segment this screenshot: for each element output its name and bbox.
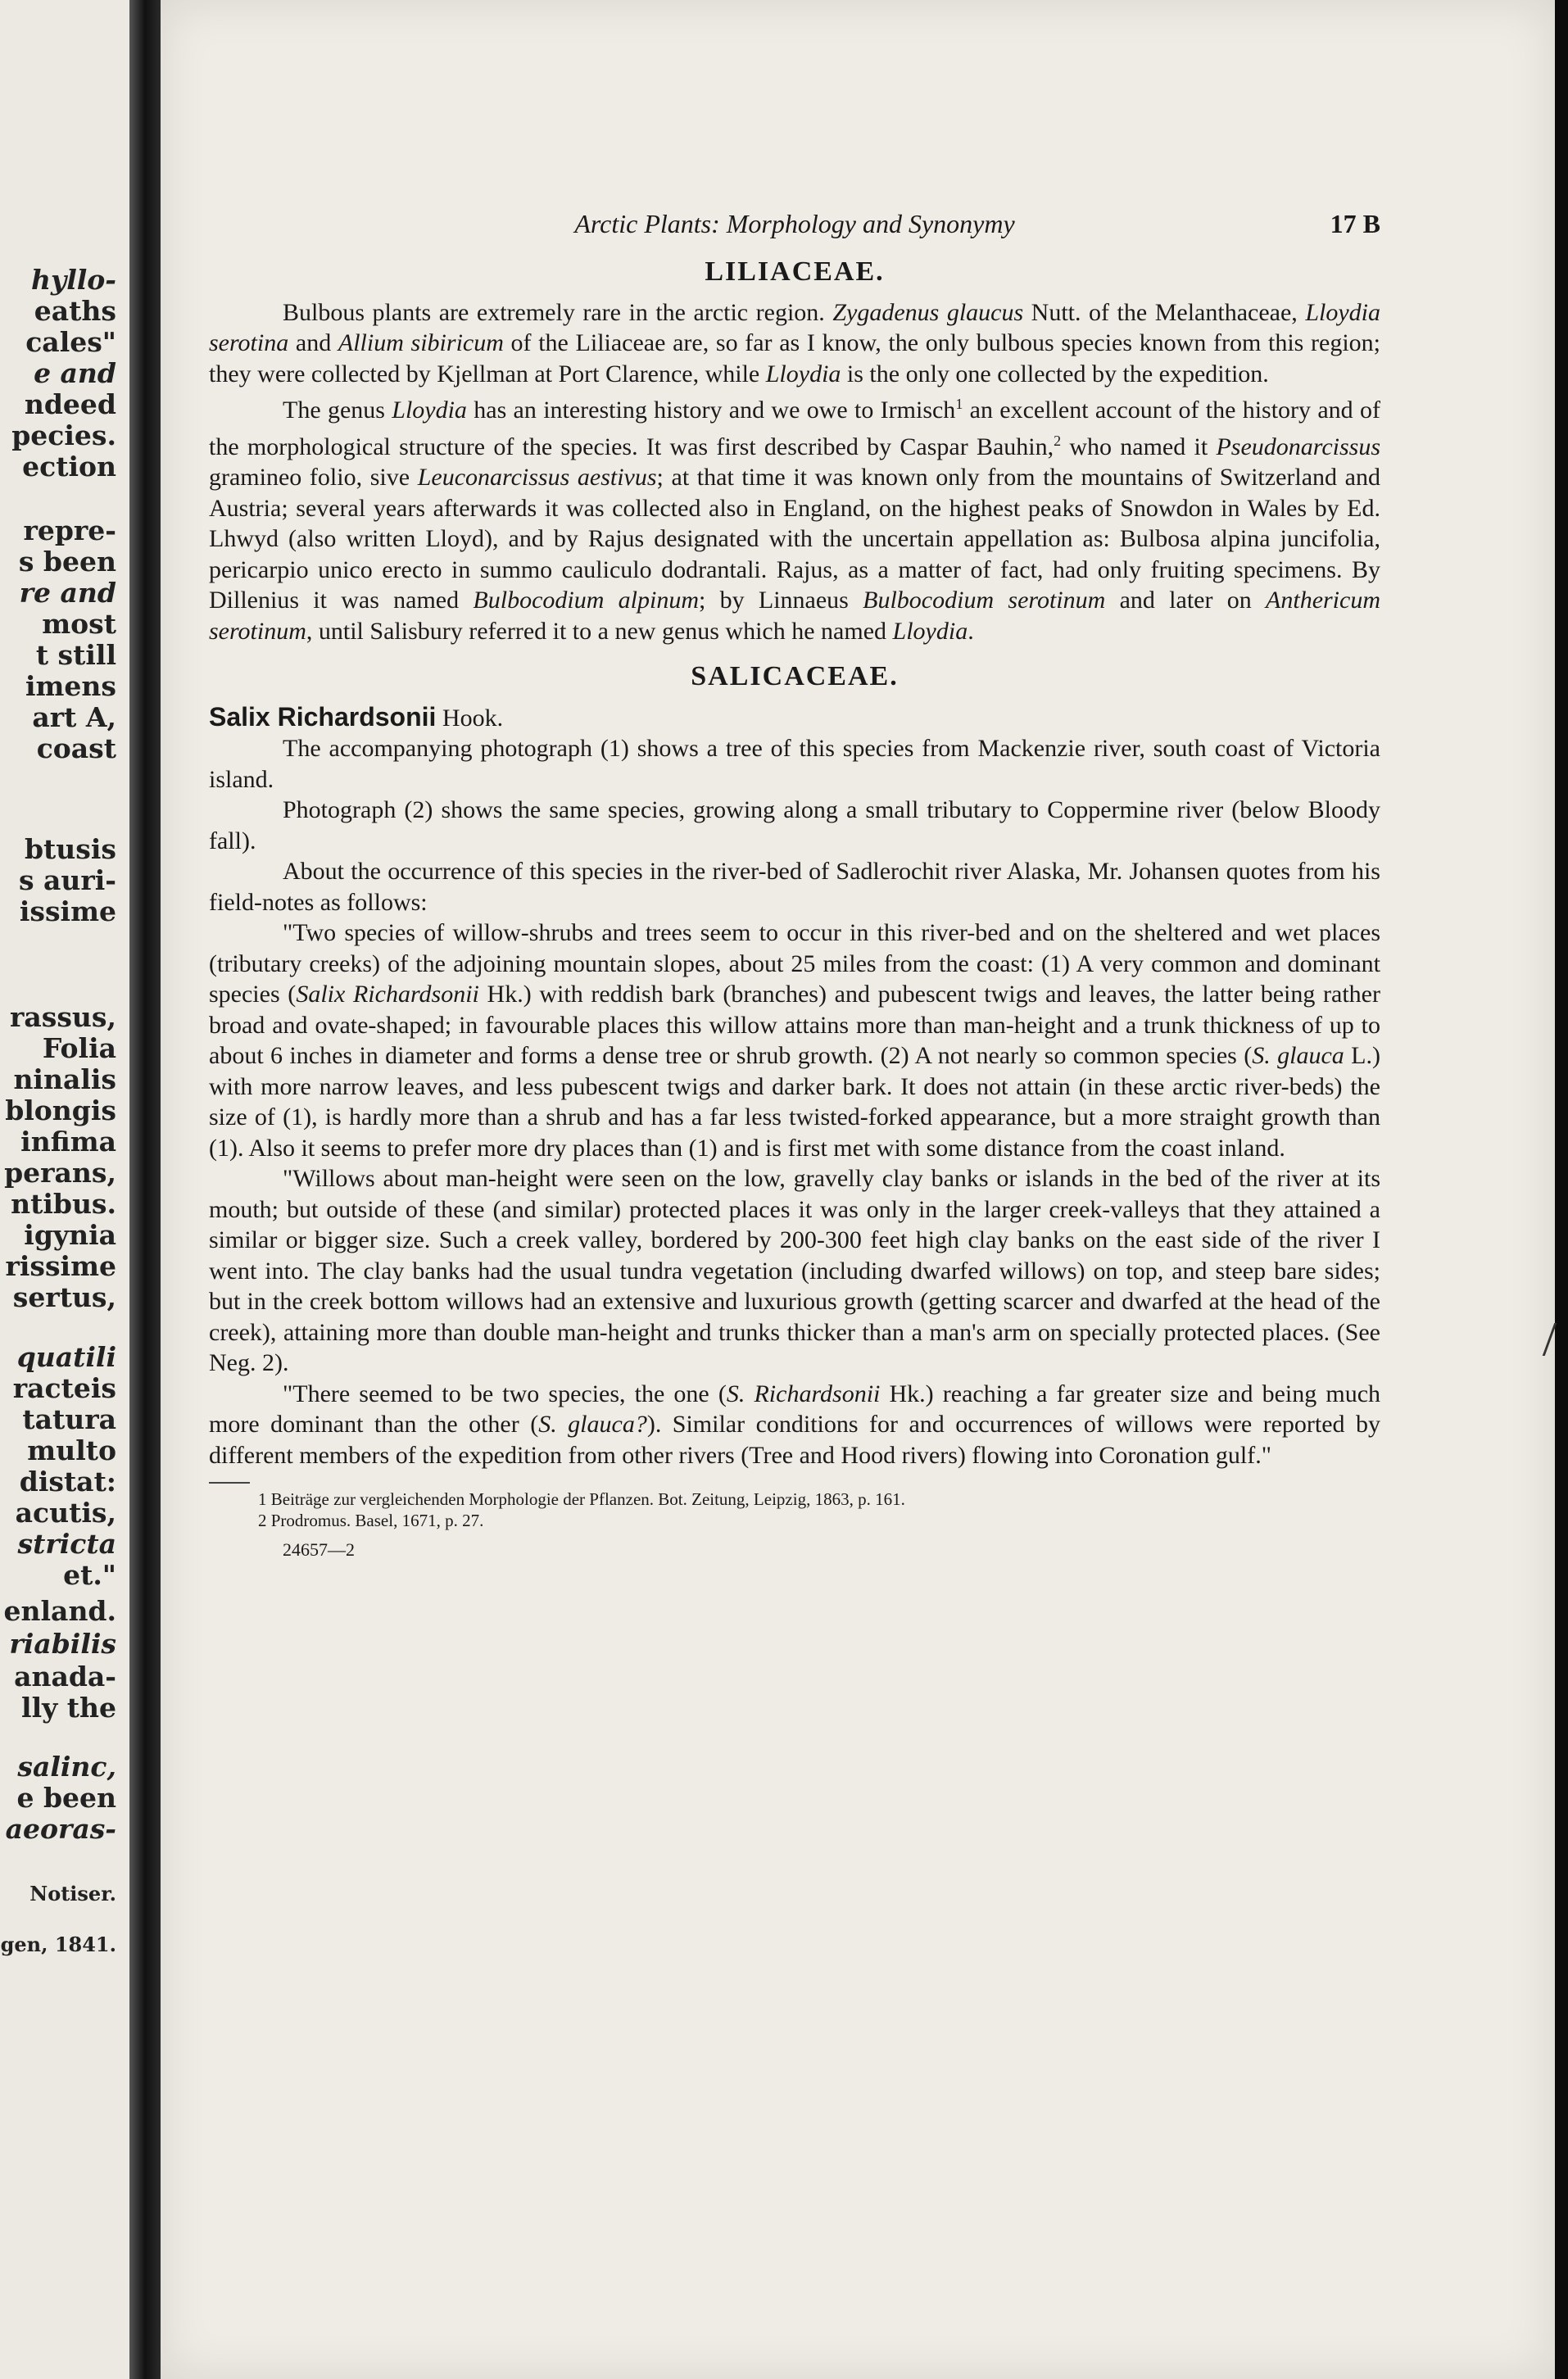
left-fragment: multo — [27, 1434, 116, 1466]
italic-term: Lloydia — [892, 617, 968, 645]
left-fragment: e and — [34, 357, 116, 389]
section-title-salicaceae: SALICACEAE. — [691, 661, 899, 691]
left-fragment: acutis, — [15, 1497, 116, 1529]
left-fragment: riabilis — [9, 1628, 116, 1660]
footnote-1: 1 Beiträge zur vergleichenden Morphologie der Pflanzen. Bot. Zeitung, Leipzig, 1863, p. 161. — [258, 1489, 905, 1509]
left-page-fragment — [0, 0, 129, 2379]
italic-term: Leuconarcissus aestivus — [417, 464, 657, 491]
left-fragment: coast — [36, 732, 116, 764]
left-fragment: s auri- — [18, 864, 116, 896]
left-fragment: quatili — [16, 1341, 116, 1373]
text-run: gramineo folio, sive — [209, 464, 418, 491]
text-run: Hk.) with reddish bark (branches) and pubescent twigs and leaves, the latter being rather broad and ovate-shaped; in favourable places this willow attains more than man-height and a trunk thickness of up to about 6 inches in diameter and forms a dense tree or shrub growth. (2) A not nearly so common species ( — [209, 981, 1380, 1069]
left-fragment: Folia — [42, 1032, 116, 1064]
left-fragment: aeoras- — [5, 1813, 116, 1845]
italic-term: Anthericum serotinum — [209, 587, 1380, 645]
text-run: and later on — [1105, 587, 1267, 614]
paragraph — [209, 795, 1380, 856]
italic-term: Lloydia — [765, 360, 841, 387]
text-run: The accompanying photograph (1) shows a tree of this species from Mackenzie river, south coast of Victoria island. — [209, 735, 1380, 793]
text-run: and — [288, 329, 338, 356]
text-run: Hk.) reaching a far greater size and being much more dominant than the other ( — [209, 1380, 1381, 1438]
footnote-ref: 1 — [955, 396, 963, 412]
left-fragment: infima — [20, 1126, 116, 1158]
left-fragment: t still — [35, 639, 116, 671]
text-run: ; at that time it was known only from the mountains of Switzerland and Austria; several years afterwards it was collected also in England, on the highest peaks of Snowdon in Wales by Ed. Lhwyd (also written Lloyd), and by Rajus designated with the uncertain appellation as: Bulbosa alpina juncifolia, pericarpio unico erecto in summo cauliculo dodrantali. Rajus, as a matter of fact, had only fruiting specimens. By Dillenius it was named — [209, 464, 1380, 614]
species-heading — [209, 702, 1380, 734]
print-code: 24657—2 — [283, 1539, 355, 1560]
text-run: ; by Linnaeus — [699, 587, 863, 614]
left-fragment: imens — [25, 670, 116, 702]
text-run: "Willows about man-height were seen on the low, gravelly clay banks or islands in the bed of the river at its mouth; but outside of these (and similar) protected places it was only in the larger creek-valleys that they attained a similar or bigger size. Such a creek valley, bordered by 200-300 feet high clay banks on the east side of the river I went into. The clay banks had the usual tundra vegetation (including dwarfed willows) on top, and steep bare sides; but in the creek bottom willows had an extensive and luxurious growth (getting scarcer and dwarfed at the head of the creek), attaining more than double man-height and trunks thicker than a man's arm on specially protected places. (See Neg. 2). — [209, 1165, 1380, 1376]
italic-term: S. Richardsonii — [726, 1380, 881, 1407]
left-fragment: art A, — [32, 701, 116, 733]
paragraph — [209, 733, 1380, 795]
italic-term: S. glauca? — [538, 1411, 647, 1438]
italic-term: Pseudonarcissus — [1216, 433, 1380, 460]
paragraph — [209, 1163, 1380, 1379]
species-author: Hook. — [436, 704, 504, 732]
text-run: The genus — [283, 396, 392, 424]
section-title-liliaceae: LILIACEAE. — [705, 256, 885, 287]
text-run: Bulbous plants are extremely rare in the arctic region. — [283, 298, 833, 326]
footnote-ref: 2 — [1054, 432, 1062, 449]
left-fragment: perans, — [4, 1157, 116, 1189]
left-fragment: et." — [63, 1559, 116, 1591]
italic-term: Lloydia — [392, 396, 467, 424]
italic-term: S. glauca — [1252, 1042, 1344, 1069]
left-fragment: repre- — [23, 514, 116, 546]
left-fragment: igynia — [24, 1219, 116, 1251]
text-run: "Two species of willow-shrubs and trees seem to occur in this river-bed and on the sheltered and wet places (tributary creeks) of the adjoining mountain slopes, about 25 miles from the coast: (1) A very common and dominant species ( — [209, 919, 1380, 1008]
text-run: ). Similar conditions for and occurrences of willows were reported by different members of the expedition from other rivers (Tree and Hood rivers) flowing into Coronation gulf." — [209, 1411, 1381, 1469]
text-run: Nutt. of the Melanthaceae, — [1023, 298, 1306, 326]
book-gutter — [129, 0, 161, 2379]
running-head — [209, 209, 1380, 250]
left-fragment: re and — [19, 577, 116, 609]
text-run: Photograph (2) shows the same species, growing along a small tributary to Coppermine river (below Bloody fall). — [209, 796, 1380, 854]
species-name: Salix Richardsonii — [209, 701, 437, 732]
paragraph — [209, 856, 1380, 918]
text-run: of the Liliaceae are, so far as I know, the only bulbous species known from this region; they were collected by Kjellman at Port Clarence, while — [209, 329, 1380, 387]
text-run: . — [968, 617, 974, 645]
page-number: 17 B — [1330, 209, 1380, 238]
left-fragment: ndeed — [24, 388, 116, 420]
footnotes — [209, 1489, 1380, 1531]
left-fragment: anada- — [14, 1661, 116, 1692]
italic-term: Zygadenus glaucus — [832, 298, 1024, 326]
text-run: is the only one collected by the expedition. — [841, 360, 1269, 387]
left-fragment: btusis — [24, 833, 116, 865]
text-run: an excellent account of the history and of the morphological structure of the species. It was first described by Caspar Bauhin, — [209, 396, 1380, 460]
left-fragment: issime — [19, 895, 116, 927]
text-run: L.) with more narrow leaves, and less pubescent twigs and darker bark. It does not attain (in these arctic river-beds) the size of (1), is hardly more than a shrub and has a far less twisted-forked appearance, but a more straight growth than (1). Also it seems to prefer more dry places than (1) and is first met with some distance from the coast inland. — [209, 1042, 1380, 1162]
left-fragment: eaths — [34, 295, 116, 327]
left-fragment: rassus, — [10, 1001, 116, 1033]
footnote-rule — [209, 1482, 250, 1484]
left-fragment: racteis — [12, 1372, 116, 1404]
scan-edge — [1555, 0, 1568, 2379]
text-run: who named it — [1061, 433, 1217, 460]
left-fragment: ninalis — [13, 1063, 116, 1095]
italic-term: Bulbocodium serotinum — [863, 587, 1106, 614]
left-fragment: enland. — [3, 1595, 116, 1627]
left-fragment: distat: — [19, 1466, 116, 1498]
left-fragment: gen, 1841. — [0, 1933, 116, 1956]
footnote-2: 2 Prodromus. Basel, 1671, p. 27. — [258, 1511, 484, 1530]
left-fragment: rissime — [5, 1250, 116, 1282]
left-fragment: tatura — [22, 1403, 116, 1435]
left-fragment: sertus, — [12, 1281, 116, 1313]
italic-term: Allium sibiricum — [338, 329, 504, 356]
italic-term: Bulbocodium alpinum — [473, 587, 699, 614]
left-fragment: most — [42, 608, 116, 640]
text-run: , until Salisbury referred it to a new genus which he named — [306, 617, 893, 645]
text-run: has an interesting history and we owe to Irmisch — [466, 396, 956, 424]
running-title: Arctic Plants: Morphology and Synonymy — [574, 209, 1015, 238]
italic-term: Salix Richardsonii — [296, 981, 479, 1008]
left-fragment: s been — [18, 546, 116, 578]
paragraph — [209, 297, 1380, 390]
page-text — [209, 209, 1380, 1566]
left-fragment: cales" — [25, 326, 116, 358]
italic-term: Lloydia serotina — [209, 298, 1380, 356]
left-fragment: e been — [16, 1782, 116, 1814]
paragraph — [209, 918, 1380, 1163]
left-fragment: blongis — [5, 1094, 116, 1126]
left-fragment: salinc, — [17, 1751, 116, 1783]
left-fragment: Notiser. — [29, 1882, 116, 1905]
text-run: About the occurrence of this species in the river-bed of Sadlerochit river Alaska, Mr. Johansen quotes from his field-notes as follows: — [209, 858, 1380, 916]
left-fragment: hyllo- — [31, 264, 116, 296]
text-run: "There seemed to be two species, the one ( — [283, 1380, 727, 1407]
left-fragment: stricta — [17, 1528, 116, 1560]
left-fragment: lly the — [21, 1692, 116, 1724]
left-fragment: ection — [22, 451, 116, 483]
paragraph — [209, 389, 1380, 646]
left-fragment: pecies. — [11, 419, 116, 451]
paragraph — [209, 1379, 1380, 1471]
left-fragment: ntibus. — [11, 1188, 116, 1220]
